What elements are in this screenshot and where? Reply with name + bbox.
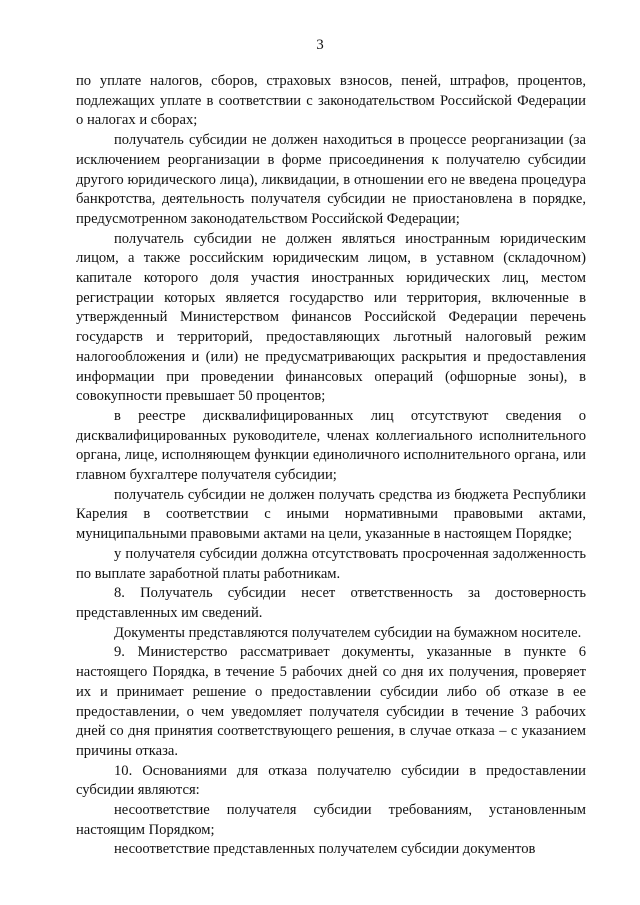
paragraph-5: получатель субсидии не должен получать средства из бюджета Республики Карелия в соответствии с иными нормативными правовыми актами, муниципальными правовыми актами на цели, указанные в настоящем Порядке; — [76, 486, 586, 543]
paragraph-7: 8. Получатель субсидии несет ответственность за достоверность представленных им сведений. — [76, 585, 586, 621]
paragraph-10: 10. Основаниями для отказа получателю субсидии в предоставлении субсидии являются: — [76, 762, 586, 799]
page-number: 3 — [316, 37, 324, 53]
document-body — [76, 72, 586, 860]
paragraph-4: в реестре дисквалифицированных лиц отсутствуют сведения о дисквалифицированных руководителе, членах коллегиального исполнительного органа, лице, исполняющем функции единоличного исполнительного органа, или главном бухгалтере получателя субсидии; — [76, 407, 586, 484]
paragraph-6: у получателя субсидии должна отсутствовать просроченная задолженность по выплате заработной платы работникам. — [76, 545, 586, 582]
paragraph-1: по уплате налогов, сборов, страховых взносов, пеней, штрафов, процентов, подлежащих уплате в соответствии с законодательством Российской Федерации о налогах и сборах; — [76, 73, 586, 129]
paragraph-12: несоответствие представленных получателем субсидии документов — [114, 841, 536, 858]
paragraph-3: получатель субсидии не должен являться иностранным юридическим лицом, а также российским юридическим лицом, в уставном (складочном) капитале которого доля участия иностранных юридических лиц, местом регистрации которых является государство или территория, включенные в утвержденный Министерством финансов Российской Федерации перечень государств и территорий, предоставляющих льготный налоговый режим налогообложения и (или) не предусматривающих раскрытия и предоставления информации при проведении финансовых операций (офшорные зоны), в совокупности превышает 50 процентов; — [76, 230, 586, 405]
paragraph-8: Документы представляются получателем субсидии на бумажном носителе. — [114, 624, 582, 641]
paragraph-2: получатель субсидии не должен находиться в процессе реорганизации (за исключением реорганизации в форме присоединения к получателю субсидии другого юридического лица), ликвидации, в отношении его не введена процедура банкротства, деятельность получателя субсидии не приостановлена в порядке, предусмотренном законодательством Российской Федерации; — [76, 132, 586, 227]
paragraph-11: несоответствие получателя субсидии требованиям, установленным настоящим Порядком; — [76, 802, 586, 838]
paragraph-9: 9. Министерство рассматривает документы, указанные в пункте 6 настоящего Порядка, в течение 5 рабочих дней со дня их получения, проверяет их и принимает решение о предоставлении субсидии либо об отказе в ее предоставлении, о чем уведомляет получателя субсидии в течение 3 рабочих дней со дня принятия соответствующего решения, в случае отказа – с указанием причины отказа. — [76, 644, 586, 759]
